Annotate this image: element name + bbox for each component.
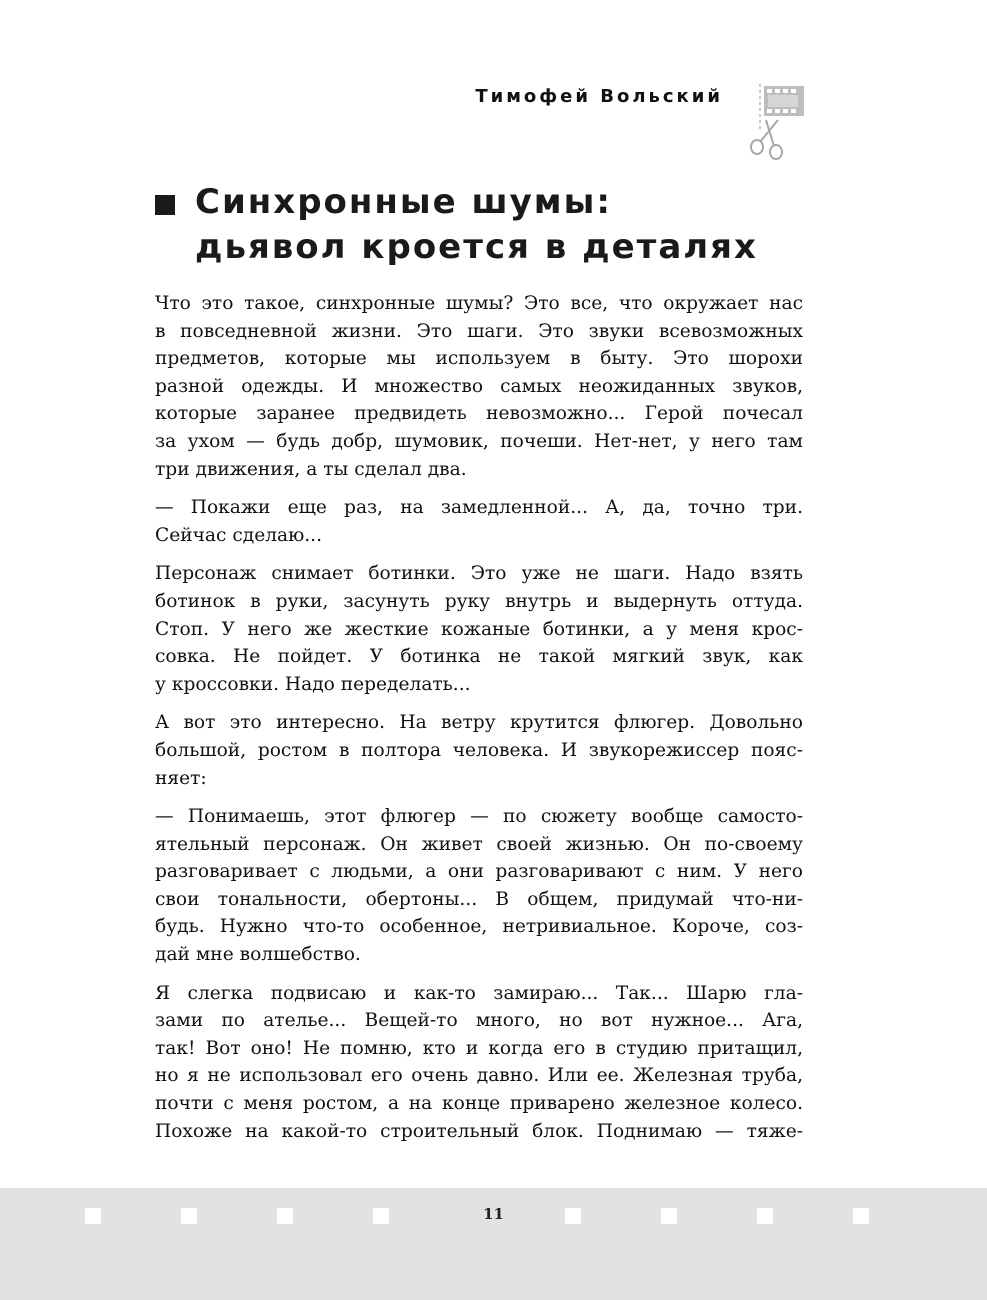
text-line: А вот это интересно. На ветру крутится флюгер. Довольно [155,712,803,734]
footer-band [0,1188,987,1300]
text-line: Сейчас сделаю... [155,524,323,546]
text-line: зами по ателье... Вещей-то много, но вот нужное... Ага, [155,1010,803,1032]
text-line: Что это такое, синхронные шумы? Это все, что окружает нас [155,293,803,314]
text-line: так! Вот оно! Не помню, кто и когда его в студию притащил, [155,1037,803,1059]
text-line: разной одежды. И множество самых неожиданных звуков, [155,375,803,397]
chapter-title-line: дьявол кроется в деталях [195,227,758,267]
text-line: дай мне волшебство. [155,944,361,966]
text-line: совка. Не пойдет. У ботинка не такой мягкий звук, как [155,646,803,668]
text-line: разговаривает с людьми, а они разговаривают с ним. У него [155,861,803,883]
text-line: свои тональности, обертоны... В общем, придумай что-ни- [155,888,803,910]
running-head-author: Тимофей Вольский [475,86,723,107]
text-line: в повседневной жизни. Это шаги. Это звуки всевозможных [155,320,803,342]
paragraph [155,803,803,969]
chapter-heading [155,180,815,270]
paragraph [155,494,803,549]
text-line: няет: [155,767,207,789]
text-line: будь. Нужно что-то особенное, нетривиальное. Короче, соз- [155,916,803,938]
text-line: Стоп. У него же жесткие кожаные ботинки, а у меня крос- [155,618,803,640]
text-line: у кроссовки. Надо переделать... [155,673,471,695]
page-number: 11 [483,1205,504,1223]
paragraph [155,560,803,698]
text-line: Я слегка подвисаю и как-то замираю... Так... Шарю гла- [155,982,803,1004]
text-line: — Покажи еще раз, на замедленной... А, да, точно три. [155,497,803,519]
text-line: но я не использовал его очень давно. Или ее. Железная труба, [155,1065,803,1087]
text-line: ботинок в руки, засунуть руку внутрь и выдернуть оттуда. [155,590,803,612]
text-line: большой, ростом в полтора человека. И звукорежиссер пояс- [155,739,803,761]
text-line: Похоже на какой-то строительный блок. Поднимаю — тяже- [155,1120,803,1142]
text-line: предметов, которые мы используем в быту. Это шорохи [155,348,803,370]
text-line: ятельный персонаж. Он живет своей жизнью. Он по-своему [155,833,803,855]
paragraph [155,980,803,1146]
text-line: — Понимаешь, этот флюгер — по сюжету вообще самосто- [155,806,803,828]
text-line: почти с меня ростом, а на конце приварено железное колесо. [155,1093,803,1115]
paragraph [155,709,803,792]
film-strip-scissors-icon [744,80,806,162]
text-line: которые заранее предвидеть невозможно... Герой почесал [155,403,803,425]
text-line: за ухом — будь добр, шумовик, почеши. Нет-нет, у него там [155,430,803,452]
body-text [155,290,803,1156]
heading-bullet-square [155,195,175,215]
chapter-title [195,180,815,270]
text-line: три движения, а ты сделал два. [155,458,467,480]
text-line: Персонаж снимает ботинки. Это уже не шаги. Надо взять [155,563,803,585]
paragraph [155,290,803,483]
chapter-title-line: Синхронные шумы: [195,182,612,222]
